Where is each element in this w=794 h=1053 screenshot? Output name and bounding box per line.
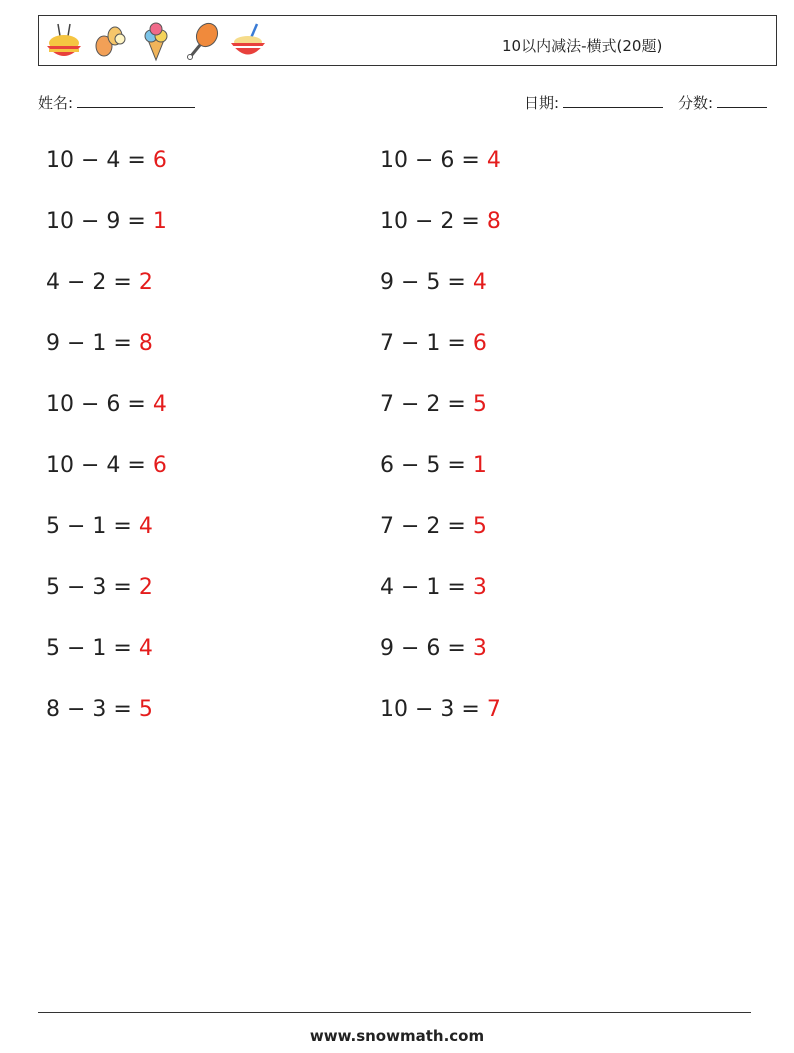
problem-item xyxy=(380,636,487,661)
problem-answer: 3 xyxy=(472,575,487,600)
problem-item xyxy=(380,148,501,173)
problem-answer: 1 xyxy=(472,453,487,478)
problem-question: 6 − 5 = xyxy=(380,453,473,478)
name-label: 姓名: xyxy=(38,94,74,112)
problem-answer: 6 xyxy=(152,148,167,173)
problem-answer: 4 xyxy=(138,514,153,539)
problem-item xyxy=(46,636,153,661)
problem-question: 9 − 1 = xyxy=(46,331,139,356)
noodle-bowl-icon xyxy=(227,20,269,62)
problem-question: 10 − 4 = xyxy=(46,453,153,478)
date-label: 日期: xyxy=(524,94,560,112)
problem-answer: 4 xyxy=(486,148,501,173)
problem-item xyxy=(46,575,153,600)
problem-item xyxy=(380,209,501,234)
footer-divider xyxy=(38,1012,751,1013)
problem-item xyxy=(46,270,153,295)
problem-item xyxy=(380,392,487,417)
problem-item xyxy=(380,575,487,600)
footer-site-link[interactable]: www.snowmath.com xyxy=(309,1027,485,1045)
problem-question: 5 − 1 = xyxy=(46,636,139,661)
problem-answer: 5 xyxy=(472,392,487,417)
problem-answer: 7 xyxy=(486,697,501,722)
problem-answer: 6 xyxy=(472,331,487,356)
problem-item xyxy=(380,514,487,539)
problem-question: 9 − 5 = xyxy=(380,270,473,295)
rice-bowl-icon xyxy=(43,20,85,62)
problem-question: 4 − 1 = xyxy=(380,575,473,600)
problem-question: 10 − 6 = xyxy=(46,392,153,417)
problem-item xyxy=(46,148,167,173)
problem-item xyxy=(380,453,487,478)
eggs-icon xyxy=(89,20,131,62)
food-icons xyxy=(43,20,269,62)
problem-item xyxy=(46,209,167,234)
score-field xyxy=(678,92,767,113)
problem-answer: 4 xyxy=(138,636,153,661)
name-blank[interactable] xyxy=(77,93,195,108)
problem-question: 10 − 3 = xyxy=(380,697,487,722)
drumstick-icon xyxy=(181,20,223,62)
problem-question: 9 − 6 = xyxy=(380,636,473,661)
problem-answer: 5 xyxy=(138,697,153,722)
problem-item xyxy=(380,697,501,722)
score-blank[interactable] xyxy=(717,93,767,108)
problem-item xyxy=(46,514,153,539)
name-field xyxy=(38,92,195,113)
problem-item xyxy=(46,453,167,478)
problem-item xyxy=(46,392,167,417)
problem-answer: 8 xyxy=(486,209,501,234)
problem-question: 7 − 2 = xyxy=(380,392,473,417)
problem-question: 7 − 2 = xyxy=(380,514,473,539)
problem-question: 5 − 1 = xyxy=(46,514,139,539)
problem-question: 10 − 6 = xyxy=(380,148,487,173)
ice-cream-icon xyxy=(135,20,177,62)
problem-item xyxy=(380,270,487,295)
problem-question: 8 − 3 = xyxy=(46,697,139,722)
problem-answer: 4 xyxy=(152,392,167,417)
problem-answer: 8 xyxy=(138,331,153,356)
problem-question: 4 − 2 = xyxy=(46,270,139,295)
problem-question: 5 − 3 = xyxy=(46,575,139,600)
problem-item xyxy=(46,331,153,356)
problem-answer: 5 xyxy=(472,514,487,539)
score-label: 分数: xyxy=(678,94,714,112)
problem-item xyxy=(380,331,487,356)
problem-answer: 2 xyxy=(138,575,153,600)
date-field xyxy=(524,92,663,113)
problem-item xyxy=(46,697,153,722)
problem-question: 10 − 2 = xyxy=(380,209,487,234)
problem-question: 10 − 4 = xyxy=(46,148,153,173)
problem-answer: 4 xyxy=(472,270,487,295)
problem-answer: 1 xyxy=(152,209,167,234)
problem-answer: 3 xyxy=(472,636,487,661)
problem-answer: 2 xyxy=(138,270,153,295)
problem-answer: 6 xyxy=(152,453,167,478)
date-blank[interactable] xyxy=(563,93,663,108)
worksheet-header xyxy=(38,15,777,66)
worksheet-title: 10以内减法-横式(20题) xyxy=(502,37,663,55)
problem-question: 10 − 9 = xyxy=(46,209,153,234)
problem-question: 7 − 1 = xyxy=(380,331,473,356)
